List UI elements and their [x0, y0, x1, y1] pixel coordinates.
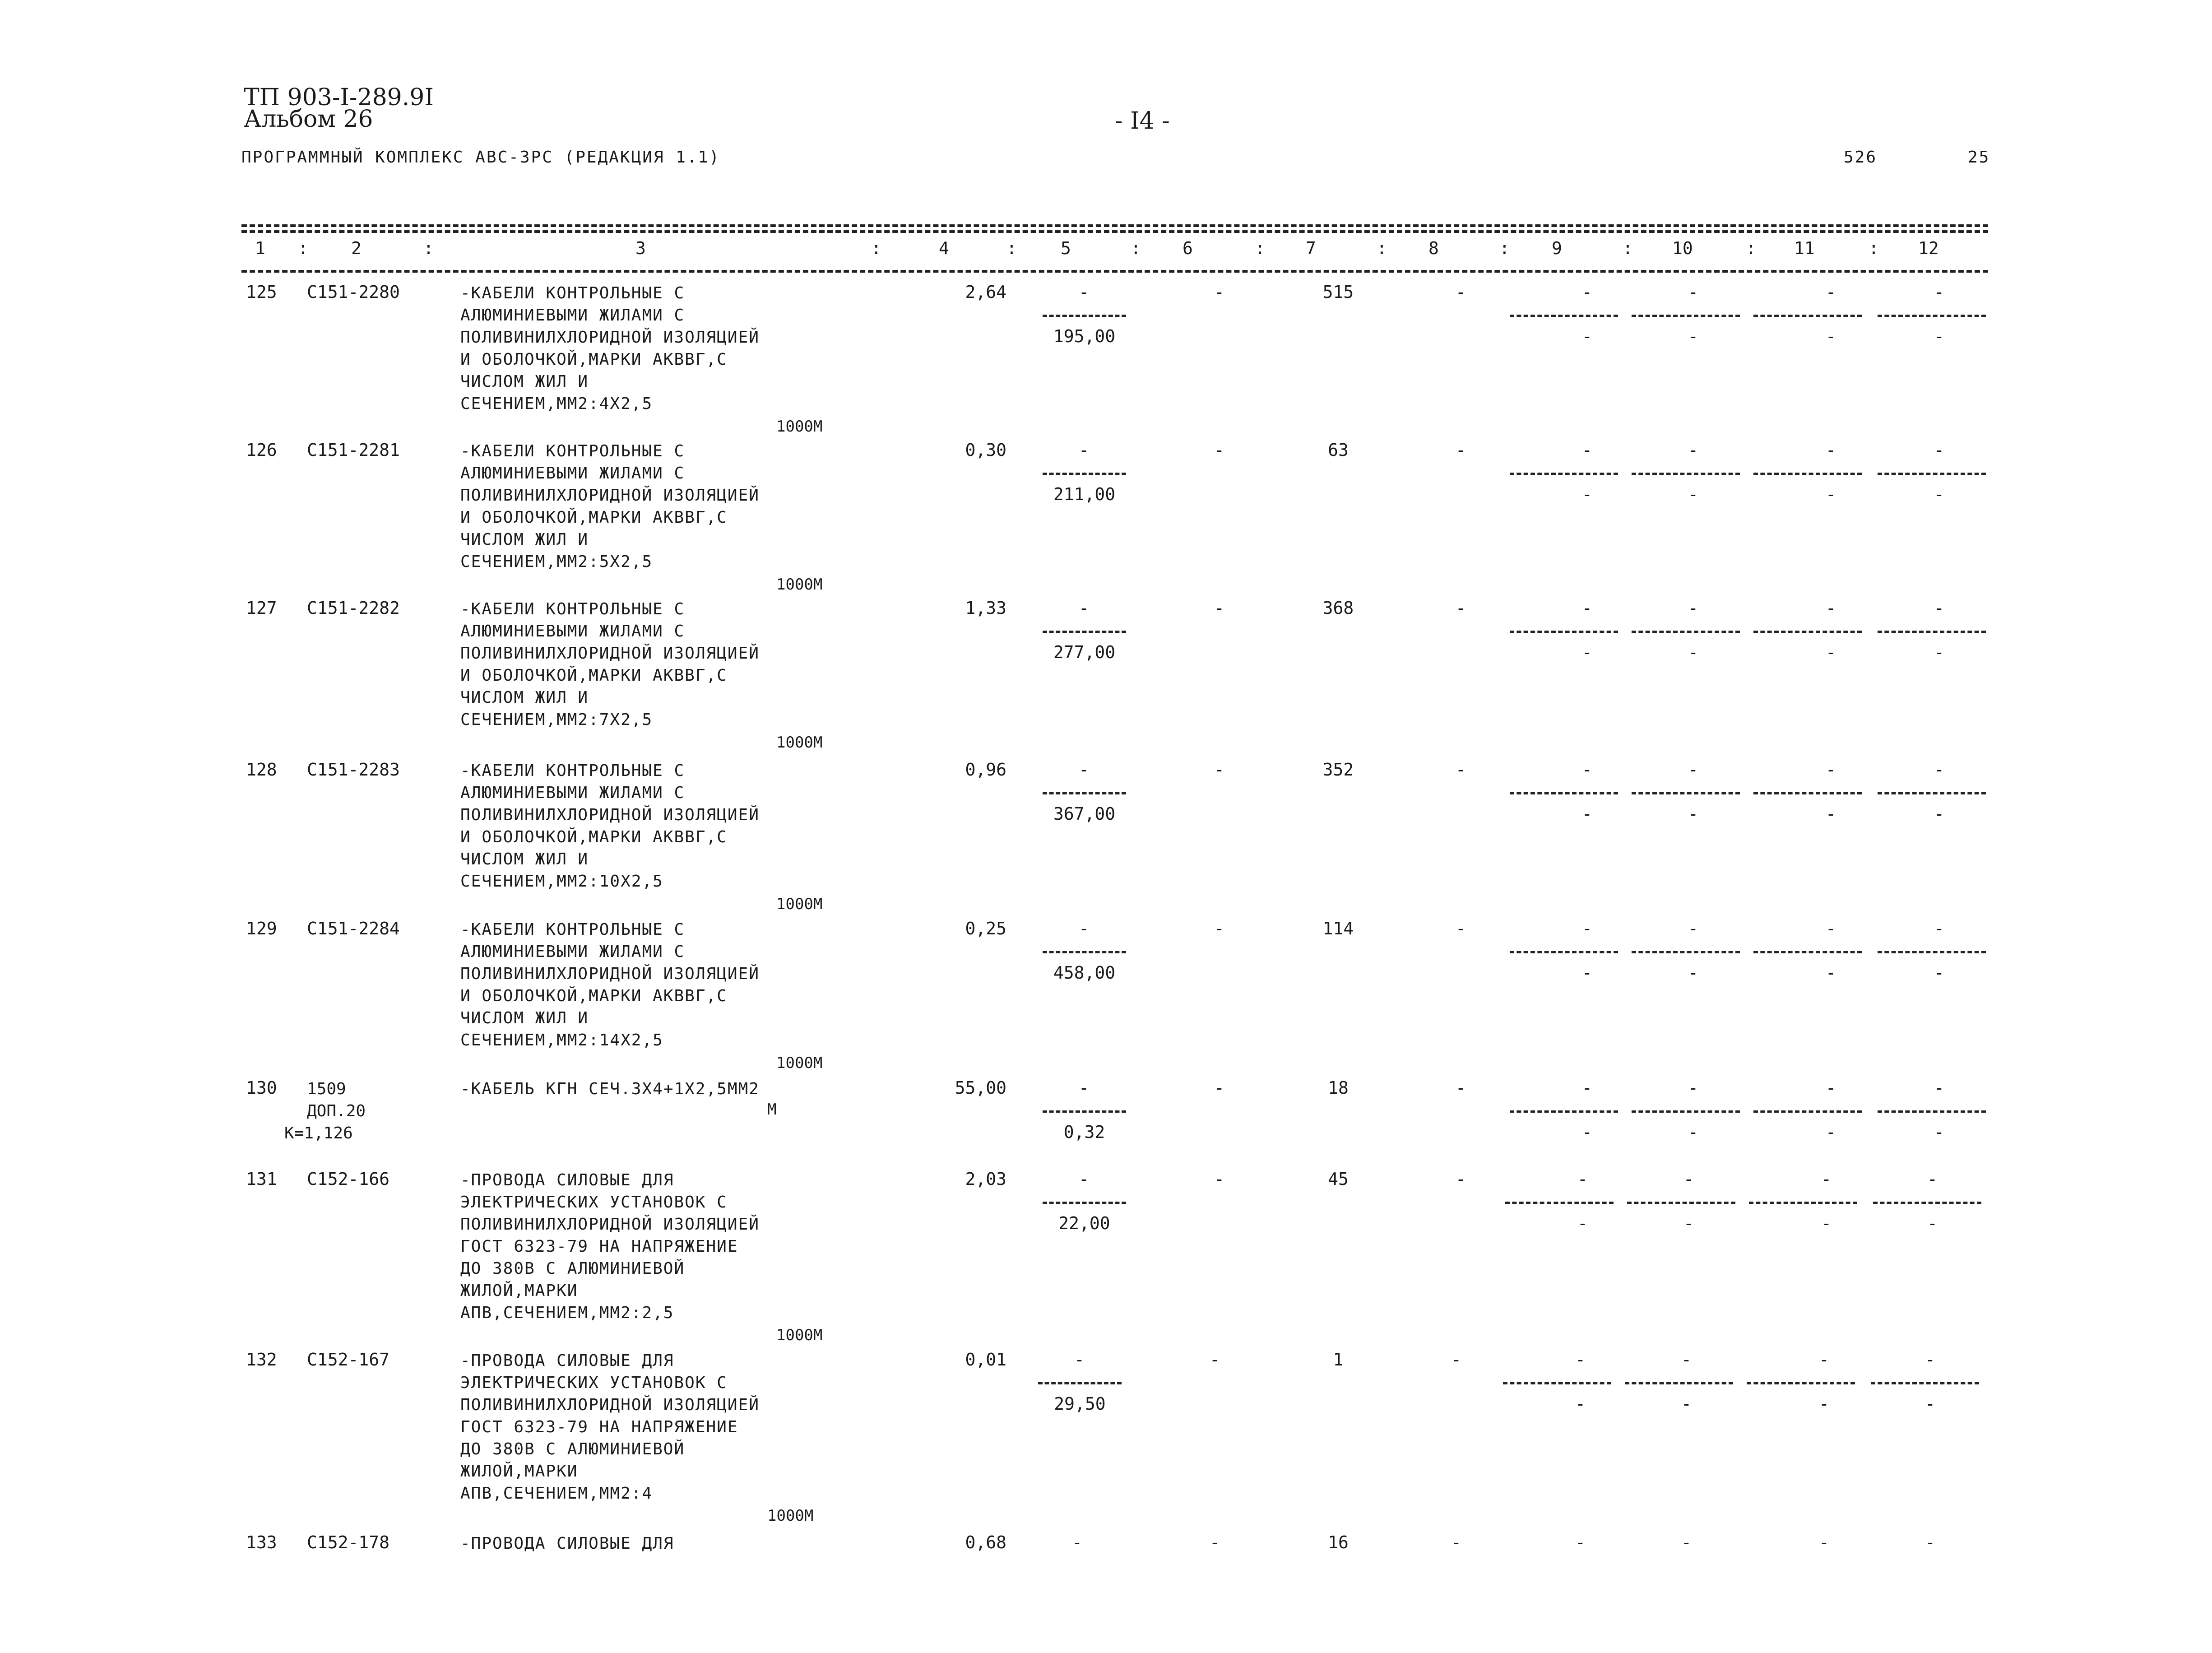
page-number: - I4 - — [1115, 107, 1170, 135]
item-description: -КАБЕЛИ КОНТРОЛЬНЫЕ С АЛЮМИНИЕВЫМИ ЖИЛАМИ С ПОЛИВИНИЛХЛОРИДНОЙ ИЗОЛЯЦИЕЙ И ОБОЛОЧКОЙ,МАРКИ АКВВГ,С ЧИСЛОМ ЖИЛ И СЕЧЕНИЕМ,ММ2:5Х2,5 — [460, 442, 760, 571]
divider-9 — [1510, 1110, 1618, 1113]
cell-5: - — [1079, 440, 1089, 460]
unit-price: 277,00 — [1053, 642, 1116, 662]
column-separator: : — [423, 238, 434, 258]
table-top-rule-2 — [241, 230, 1988, 233]
price-divider — [1043, 792, 1126, 794]
divider-12 — [1878, 473, 1986, 475]
item-description: -КАБЕЛИ КОНТРОЛЬНЫЕ С АЛЮМИНИЕВЫМИ ЖИЛАМИ С ПОЛИВИНИЛХЛОРИДНОЙ ИЗОЛЯЦИЕЙ И ОБОЛОЧКОЙ,МАРКИ АКВВГ,С ЧИСЛОМ ЖИЛ И СЕЧЕНИЕМ,ММ2:7Х2,5 — [460, 600, 760, 729]
total-cost: 18 — [1328, 1078, 1349, 1098]
price-divider — [1043, 951, 1126, 953]
table-header-bottom-rule — [241, 270, 1988, 273]
divider-10 — [1632, 1110, 1740, 1113]
cell-11: - — [1821, 1169, 1832, 1189]
unit-of-measure: 1000М — [776, 1054, 823, 1072]
column-header-12: 12 — [1918, 238, 1939, 258]
table-top-rule — [241, 224, 1988, 227]
rate-code: С151-2281 — [307, 440, 400, 460]
price-divider — [1038, 1382, 1122, 1384]
lower-cell-11: - — [1819, 1394, 1829, 1414]
rate-code: С152-166 — [307, 1169, 390, 1189]
lower-cell-10: - — [1688, 804, 1698, 824]
unit-price: 195,00 — [1053, 326, 1116, 346]
cell-8: - — [1456, 1078, 1466, 1098]
cell-8: - — [1456, 440, 1466, 460]
cell-5: - — [1079, 1078, 1089, 1098]
cell-5: - — [1079, 919, 1089, 938]
total-cost: 16 — [1328, 1532, 1349, 1552]
divider-10 — [1627, 1202, 1735, 1204]
row-number: 130 — [246, 1078, 277, 1098]
cell-11: - — [1826, 282, 1836, 302]
cell-9: - — [1575, 1350, 1586, 1370]
column-header-5: 5 — [1061, 238, 1071, 258]
column-separator: : — [1377, 238, 1387, 258]
column-separator: : — [298, 238, 308, 258]
rate-code: С152-178 — [307, 1532, 390, 1552]
lower-cell-12: - — [1927, 1213, 1938, 1233]
price-divider — [1043, 473, 1126, 475]
unit-of-measure: 1000М — [776, 895, 823, 913]
cell-8: - — [1456, 598, 1466, 618]
cell-5: - — [1079, 598, 1089, 618]
cell-6: - — [1214, 440, 1224, 460]
cell-8: - — [1451, 1532, 1461, 1552]
column-header-11: 11 — [1794, 238, 1815, 258]
column-separator: : — [1131, 238, 1141, 258]
unit-of-measure: 1000М — [776, 576, 823, 594]
divider-9 — [1510, 631, 1618, 633]
column-header-7: 7 — [1306, 238, 1316, 258]
cell-8: - — [1451, 1350, 1461, 1370]
divider-12 — [1878, 951, 1986, 953]
unit-price: 211,00 — [1053, 484, 1116, 504]
cell-5: - — [1072, 1532, 1082, 1552]
cell-5: - — [1074, 1350, 1085, 1370]
column-separator: : — [1746, 238, 1756, 258]
divider-12 — [1871, 1382, 1979, 1384]
lower-cell-9: - — [1582, 642, 1592, 662]
rate-code: С151-2283 — [307, 760, 400, 780]
quantity: 2,03 — [965, 1169, 1006, 1189]
lower-cell-11: - — [1826, 1122, 1836, 1142]
row-number: 127 — [246, 598, 277, 618]
quantity: 2,64 — [965, 282, 1006, 302]
lower-cell-10: - — [1688, 1122, 1698, 1142]
divider-12 — [1878, 315, 1986, 317]
lower-cell-11: - — [1826, 642, 1836, 662]
column-separator: : — [1869, 238, 1879, 258]
divider-11 — [1753, 951, 1862, 953]
divider-11 — [1753, 473, 1862, 475]
quantity: 55,00 — [955, 1078, 1006, 1098]
cell-9: - — [1582, 440, 1592, 460]
cell-9: - — [1582, 919, 1592, 938]
unit-of-measure: М — [767, 1100, 777, 1119]
lower-cell-9: - — [1582, 484, 1592, 504]
cell-12: - — [1934, 440, 1944, 460]
cell-11: - — [1826, 760, 1836, 780]
cell-12: - — [1925, 1350, 1935, 1370]
column-header-6: 6 — [1183, 238, 1193, 258]
unit-price: 29,50 — [1054, 1394, 1106, 1414]
divider-11 — [1753, 792, 1862, 794]
lower-cell-10: - — [1681, 1394, 1692, 1414]
unit-of-measure: 1000М — [767, 1507, 814, 1525]
cell-6: - — [1214, 282, 1224, 302]
divider-9 — [1510, 951, 1618, 953]
lower-cell-9: - — [1582, 804, 1592, 824]
divider-12 — [1878, 792, 1986, 794]
cell-11: - — [1826, 598, 1836, 618]
unit-price: 367,00 — [1053, 804, 1116, 824]
cell-10: - — [1688, 1078, 1698, 1098]
quantity: 0,68 — [965, 1532, 1006, 1552]
total-cost: 515 — [1322, 282, 1354, 302]
column-header-3: 3 — [635, 238, 646, 258]
cell-6: - — [1210, 1350, 1220, 1370]
cell-10: - — [1688, 440, 1698, 460]
total-cost: 368 — [1322, 598, 1354, 618]
unit-price: 458,00 — [1053, 963, 1116, 983]
total-cost: 352 — [1322, 760, 1354, 780]
cell-12: - — [1925, 1532, 1935, 1552]
lower-cell-9: - — [1577, 1213, 1588, 1233]
item-description: -ПРОВОДА СИЛОВЫЕ ДЛЯ — [460, 1534, 674, 1553]
cell-8: - — [1456, 919, 1466, 938]
row-number: 133 — [246, 1532, 277, 1552]
column-header-1: 1 — [255, 238, 265, 258]
total-cost: 45 — [1328, 1169, 1349, 1189]
cell-12: - — [1927, 1169, 1938, 1189]
rate-code: С151-2282 — [307, 598, 400, 618]
divider-11 — [1753, 1110, 1862, 1113]
total-cost: 114 — [1322, 919, 1354, 938]
cell-11: - — [1826, 1078, 1836, 1098]
quantity: 0,96 — [965, 760, 1006, 780]
cell-10: - — [1688, 282, 1698, 302]
column-separator: : — [1623, 238, 1633, 258]
total-cost: 63 — [1328, 440, 1349, 460]
divider-9 — [1510, 473, 1618, 475]
cell-9: - — [1575, 1532, 1586, 1552]
cell-10: - — [1681, 1350, 1692, 1370]
divider-11 — [1747, 1382, 1855, 1384]
quantity: 0,30 — [965, 440, 1006, 460]
lower-cell-11: - — [1826, 326, 1836, 346]
column-header-9: 9 — [1552, 238, 1562, 258]
cell-9: - — [1577, 1169, 1588, 1189]
lower-cell-10: - — [1688, 963, 1698, 983]
row-number: 128 — [246, 760, 277, 780]
divider-10 — [1632, 315, 1740, 317]
lower-cell-11: - — [1826, 963, 1836, 983]
cell-6: - — [1214, 760, 1224, 780]
document-code: ТП 903-I-289.9I — [244, 84, 434, 111]
quantity: 0,01 — [965, 1350, 1006, 1370]
lower-cell-9: - — [1582, 326, 1592, 346]
lower-cell-12: - — [1934, 804, 1944, 824]
lower-cell-10: - — [1688, 326, 1698, 346]
cell-9: - — [1582, 1078, 1592, 1098]
lower-cell-10: - — [1688, 484, 1698, 504]
divider-11 — [1753, 315, 1862, 317]
cell-9: - — [1582, 598, 1592, 618]
cell-12: - — [1934, 598, 1944, 618]
cell-9: - — [1582, 760, 1592, 780]
sheet-number: 25 — [1968, 148, 1990, 167]
column-header-10: 10 — [1672, 238, 1693, 258]
cell-8: - — [1456, 1169, 1466, 1189]
cell-11: - — [1819, 1350, 1829, 1370]
column-separator: : — [1499, 238, 1510, 258]
row-number: 125 — [246, 282, 277, 302]
lower-cell-12: - — [1934, 326, 1944, 346]
column-header-8: 8 — [1428, 238, 1439, 258]
lower-cell-10: - — [1688, 642, 1698, 662]
lower-cell-9: - — [1575, 1394, 1586, 1414]
unit-price: 0,32 — [1063, 1122, 1105, 1142]
cell-10: - — [1688, 919, 1698, 938]
divider-10 — [1625, 1382, 1733, 1384]
item-description: -КАБЕЛИ КОНТРОЛЬНЫЕ С АЛЮМИНИЕВЫМИ ЖИЛАМИ С ПОЛИВИНИЛХЛОРИДНОЙ ИЗОЛЯЦИЕЙ И ОБОЛОЧКОЙ,МАРКИ АКВВГ,С ЧИСЛОМ ЖИЛ И СЕЧЕНИЕМ,ММ2:4Х2,5 — [460, 284, 760, 413]
cell-5: - — [1079, 282, 1089, 302]
cell-12: - — [1934, 1078, 1944, 1098]
cell-12: - — [1934, 760, 1944, 780]
lower-cell-12: - — [1934, 484, 1944, 504]
cell-5: - — [1079, 1169, 1089, 1189]
cell-11: - — [1826, 919, 1836, 938]
divider-9 — [1510, 792, 1618, 794]
lower-cell-12: - — [1934, 963, 1944, 983]
divider-12 — [1873, 1202, 1981, 1204]
lower-cell-12: - — [1925, 1394, 1935, 1414]
cell-6: - — [1214, 1078, 1224, 1098]
item-description: -ПРОВОДА СИЛОВЫЕ ДЛЯ ЭЛЕКТРИЧЕСКИХ УСТАНОВОК С ПОЛИВИНИЛХЛОРИДНОЙ ИЗОЛЯЦИЕЙ ГОСТ 6323-79 НА НАПРЯЖЕНИЕ ДО 380В С АЛЮМИНИЕВОЙ ЖИЛОЙ,МАРКИ АПВ,СЕЧЕНИЕМ,ММ2:2,5 — [460, 1171, 760, 1322]
divider-9 — [1503, 1382, 1611, 1384]
cell-10: - — [1688, 760, 1698, 780]
rate-code: С151-2280 — [307, 282, 400, 302]
divider-12 — [1878, 1110, 1986, 1113]
total-cost: 1 — [1333, 1350, 1344, 1370]
cell-8: - — [1456, 760, 1466, 780]
lower-cell-10: - — [1683, 1213, 1694, 1233]
unit-of-measure: 1000М — [776, 734, 823, 752]
price-divider — [1043, 631, 1126, 633]
cell-8: - — [1456, 282, 1466, 302]
program-title: ПРОГРАММНЫЙ КОМПЛЕКС АВС-3РС (РЕДАКЦИЯ 1.1) — [241, 148, 720, 167]
cell-11: - — [1819, 1532, 1829, 1552]
cell-6: - — [1214, 1169, 1224, 1189]
cell-6: - — [1214, 598, 1224, 618]
column-separator: : — [1255, 238, 1265, 258]
row-number: 126 — [246, 440, 277, 460]
row-number: 132 — [246, 1350, 277, 1370]
column-separator: : — [1006, 238, 1017, 258]
unit-of-measure: 1000М — [776, 1326, 823, 1344]
divider-10 — [1632, 792, 1740, 794]
lower-cell-11: - — [1826, 484, 1836, 504]
item-description: -КАБЕЛЬ КГН СЕЧ.3Х4+1Х2,5ММ2 — [460, 1080, 760, 1098]
divider-11 — [1753, 631, 1862, 633]
lower-cell-12: - — [1934, 1122, 1944, 1142]
row-number: 131 — [246, 1169, 277, 1189]
album-label: Альбом 26 — [244, 106, 373, 133]
price-divider — [1043, 1110, 1126, 1113]
divider-10 — [1632, 473, 1740, 475]
divider-9 — [1505, 1202, 1614, 1204]
column-header-2: 2 — [351, 238, 362, 258]
cell-10: - — [1683, 1169, 1694, 1189]
cell-12: - — [1934, 919, 1944, 938]
rate-code: С151-2284 — [307, 919, 400, 938]
row-number: 129 — [246, 919, 277, 938]
divider-10 — [1632, 631, 1740, 633]
program-code: 526 — [1844, 148, 1878, 167]
divider-10 — [1632, 951, 1740, 953]
rate-code: С152-167 — [307, 1350, 390, 1370]
lower-cell-12: - — [1934, 642, 1944, 662]
cell-6: - — [1214, 919, 1224, 938]
lower-cell-9: - — [1582, 963, 1592, 983]
unit-of-measure: 1000М — [776, 418, 823, 436]
quantity: 1,33 — [965, 598, 1006, 618]
divider-12 — [1878, 631, 1986, 633]
quantity: 0,25 — [965, 919, 1006, 938]
lower-cell-11: - — [1826, 804, 1836, 824]
unit-price: 22,00 — [1058, 1213, 1110, 1233]
cell-11: - — [1826, 440, 1836, 460]
item-description: -ПРОВОДА СИЛОВЫЕ ДЛЯ ЭЛЕКТРИЧЕСКИХ УСТАНОВОК С ПОЛИВИНИЛХЛОРИДНОЙ ИЗОЛЯЦИЕЙ ГОСТ 6323-79 НА НАПРЯЖЕНИЕ ДО 380В С АЛЮМИНИЕВОЙ ЖИЛОЙ,МАРКИ АПВ,СЕЧЕНИЕМ,ММ2:4 — [460, 1351, 760, 1503]
lower-cell-11: - — [1821, 1213, 1832, 1233]
price-divider — [1043, 315, 1126, 317]
item-description: -КАБЕЛИ КОНТРОЛЬНЫЕ С АЛЮМИНИЕВЫМИ ЖИЛАМИ С ПОЛИВИНИЛХЛОРИДНОЙ ИЗОЛЯЦИЕЙ И ОБОЛОЧКОЙ,МАРКИ АКВВГ,С ЧИСЛОМ ЖИЛ И СЕЧЕНИЕМ,ММ2:10Х2,5 — [460, 761, 760, 891]
lower-cell-9: - — [1582, 1122, 1592, 1142]
cell-12: - — [1934, 282, 1944, 302]
cell-9: - — [1582, 282, 1592, 302]
cell-5: - — [1079, 760, 1089, 780]
price-divider — [1043, 1202, 1126, 1204]
column-header-4: 4 — [939, 238, 949, 258]
cell-10: - — [1681, 1532, 1692, 1552]
rate-code: 1509 ДОП.20 К=1,126 — [284, 1080, 366, 1142]
cell-6: - — [1210, 1532, 1220, 1552]
column-separator: : — [871, 238, 881, 258]
cell-10: - — [1688, 598, 1698, 618]
divider-11 — [1749, 1202, 1857, 1204]
item-description: -КАБЕЛИ КОНТРОЛЬНЫЕ С АЛЮМИНИЕВЫМИ ЖИЛАМИ С ПОЛИВИНИЛХЛОРИДНОЙ ИЗОЛЯЦИЕЙ И ОБОЛОЧКОЙ,МАРКИ АКВВГ,С ЧИСЛОМ ЖИЛ И СЕЧЕНИЕМ,ММ2:14Х2,5 — [460, 920, 760, 1049]
divider-9 — [1510, 315, 1618, 317]
